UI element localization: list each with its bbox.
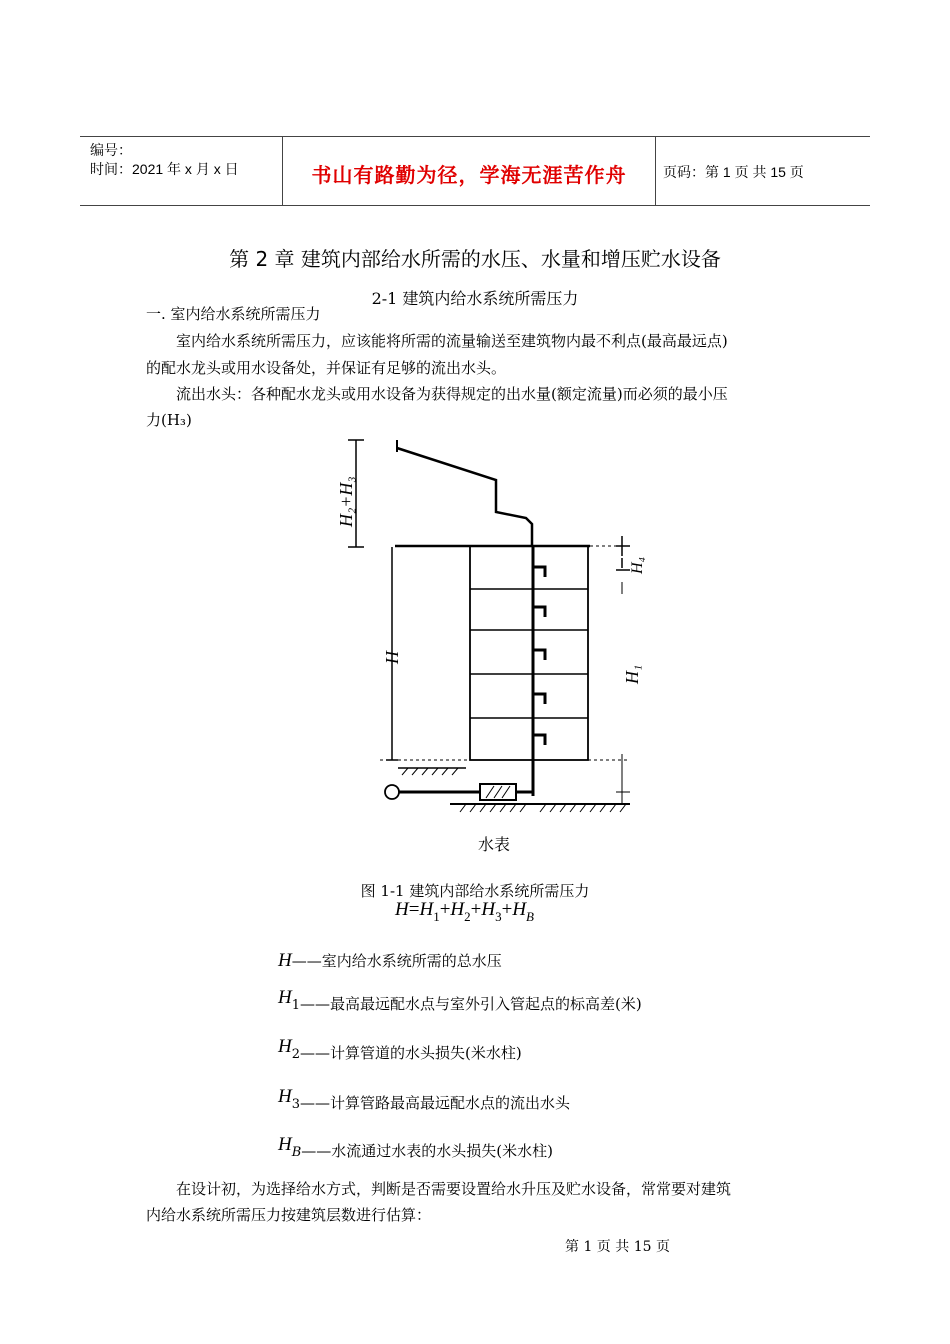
header-table xyxy=(80,136,870,206)
label-h4: H₄ xyxy=(629,556,646,574)
subsection-heading: 一. 室内给水系统所需压力 xyxy=(146,305,321,323)
definition-h: H——室内给水系统所需的总水压 xyxy=(278,950,502,971)
definition-h2: $H_2——$计算管道的水头损失(米水柱) xyxy=(278,1036,522,1062)
figure-caption: 图 1-1 建筑内部给水系统所需压力 xyxy=(360,882,590,900)
doc-date-label: 时间：2021 年 x 月 x 日 xyxy=(90,161,239,177)
para1-line2: 的配水龙头或用水设备处，并保证有足够的流出水头。 xyxy=(146,359,507,377)
header-page-cell xyxy=(655,137,870,205)
definition-h1: $H_1——$最高最远配水点与室外引入管起点的标高差(米) xyxy=(278,987,642,1013)
para2-line2: 力(H₃) xyxy=(146,411,192,429)
definition-hb: $H_B——$水流通过水表的水头损失(米水柱) xyxy=(278,1134,554,1160)
water-pressure-diagram xyxy=(320,432,650,862)
para2-line1: 流出水头：各种配水龙头或用水设备为获得规定的出水量(额定流量)而必须的最小压 xyxy=(176,385,728,403)
para3-line2: 内给水系统所需压力按建筑层数进行估算： xyxy=(146,1206,432,1224)
label-h: H xyxy=(382,651,402,664)
page-counter: 页码：第 1 页 共 15 页 xyxy=(663,164,804,180)
label-h1: H₁ xyxy=(622,664,642,684)
para1-line1: 室内给水系统所需压力，应该能将所需的流量输送至建筑物内最不利点(最高最远点) xyxy=(176,332,728,350)
pressure-formula: $H=H_1+H_2+H_3+H_B$ xyxy=(395,899,534,924)
page-footer: 第 1 页 共 15 页 xyxy=(565,1239,670,1255)
meter-label: 水表 xyxy=(478,835,511,854)
header-motto-cell xyxy=(282,137,656,205)
motto-text: 书山有路勤为径，学海无涯苦作舟 xyxy=(311,163,627,187)
chapter-title: 第 2 章 建筑内部给水所需的水压、水量和增压贮水设备 xyxy=(229,247,721,271)
definition-h3: $H_3——$计算管路最高最远配水点的流出水头 xyxy=(278,1086,571,1112)
section-title: 2-1 建筑内给水系统所需压力 xyxy=(371,289,579,308)
header-info-cell xyxy=(80,137,282,205)
doc-number-label: 编号： xyxy=(90,142,132,158)
para3-line1: 在设计初，为选择给水方式，判断是否需要设置给水升压及贮水设备，常常要对建筑 xyxy=(176,1180,732,1198)
label-h2-h3: H₂+H₃ xyxy=(336,476,356,527)
